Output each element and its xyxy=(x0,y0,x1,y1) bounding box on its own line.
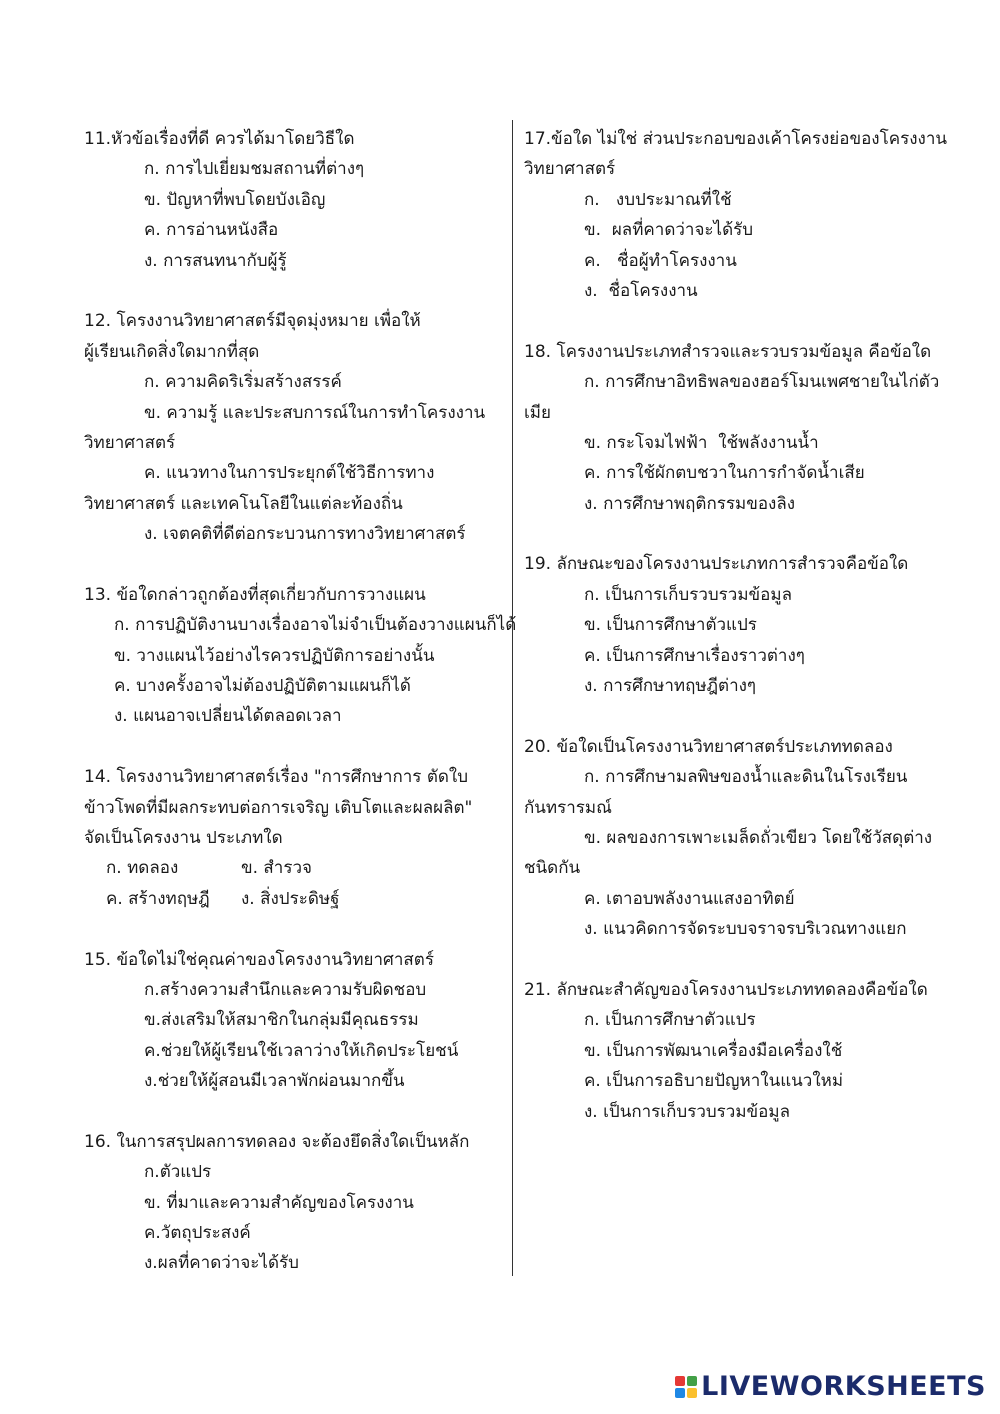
choice-b[interactable]: ข. เป็นการศึกษาตัวแปร xyxy=(584,615,757,636)
choice-d[interactable]: ง.ผลที่คาดว่าจะได้รับ xyxy=(144,1253,299,1274)
question-text: 16. ในการสรุปผลการทดลอง จะต้องยึดสิ่งใดเป็นหลัก xyxy=(84,1131,470,1152)
choice-b[interactable]: ข. ที่มาและความสำคัญของโครงงาน xyxy=(144,1192,414,1213)
question-12 xyxy=(84,306,504,549)
choice-b[interactable]: ข. ผลของการเพาะเมล็ดถั่วเขียว โดยใช้วัสดุต่าง xyxy=(584,827,933,848)
question-21 xyxy=(524,975,944,1127)
choice-d[interactable]: ง. สิ่งประดิษฐ์ xyxy=(241,888,340,909)
choice-c[interactable]: ค. บางครั้งอาจไม่ต้องปฏิบัติตามแผนก็ได้ xyxy=(114,676,411,697)
logo-square-red xyxy=(675,1376,685,1386)
logo-square-blue xyxy=(675,1388,685,1398)
question-text: 21. ลักษณะสำคัญของโครงงานประเภททดลองคือข้อใด xyxy=(524,979,928,1000)
right-column xyxy=(524,124,947,1127)
brand-name: LIVEWORKSHEETS xyxy=(701,1371,986,1402)
choice-a[interactable]: ก.สร้างความสำนึกและความรับผิดชอบ xyxy=(144,979,427,1000)
column-divider xyxy=(512,120,513,1276)
choice-d[interactable]: ง. ชื่อโครงงาน xyxy=(584,280,698,301)
question-19 xyxy=(524,549,944,701)
question-11 xyxy=(84,124,504,276)
question-text: 18. โครงงานประเภทสำรวจและรวบรวมข้อมูล คือข้อใด xyxy=(524,341,932,362)
choice-d[interactable]: ง. แผนอาจเปลี่ยนได้ตลอดเวลา xyxy=(114,706,342,727)
choice-c[interactable]: ค. การใช้ผักตบชวาในการกำจัดน้ำเสีย xyxy=(584,463,865,484)
choice-c[interactable]: ค. เป็นการอธิบายปัญหาในแนวใหม่ xyxy=(584,1071,844,1092)
choice-a[interactable]: ก. การไปเยี่ยมชมสถานที่ต่างๆ xyxy=(144,159,365,180)
choice-d[interactable]: ง. การศึกษาพฤติกรรมของลิง xyxy=(584,493,796,514)
choice-b[interactable]: ข. ความรู้ และประสบการณ์ในการทำโครงงาน xyxy=(144,402,486,423)
question-text: 14. โครงงานวิทยาศาสตร์เรื่อง "การศึกษาการ ตัดใบ xyxy=(84,767,469,788)
question-14 xyxy=(84,762,504,914)
choice-c[interactable]: ค. เป็นการศึกษาเรื่องราวต่างๆ xyxy=(584,645,805,666)
choice-b[interactable]: ข. สำรวจ xyxy=(241,858,312,879)
choice-b[interactable]: ข. ปัญหาที่พบโดยบังเอิญ xyxy=(144,189,326,210)
choice-a[interactable]: ก. งบประมาณที่ใช้ xyxy=(584,189,732,210)
question-20 xyxy=(524,732,944,945)
choice-a[interactable]: ก. ทดลอง xyxy=(106,858,179,879)
question-18 xyxy=(524,337,944,519)
choice-c[interactable]: ค. เตาอบพลังงานแสงอาทิตย์ xyxy=(584,888,795,909)
question-13 xyxy=(84,580,517,732)
question-text: 12. โครงงานวิทยาศาสตร์มีจุดมุ่งหมาย เพื่อให้ xyxy=(84,311,421,332)
choice-d[interactable]: ง. เจตคติที่ดีต่อกระบวนการทางวิทยาศาสตร์ xyxy=(144,524,466,545)
choice-a[interactable]: ก. เป็นการเก็บรวบรวมข้อมูล xyxy=(584,584,792,605)
logo-square-yellow xyxy=(687,1388,697,1398)
question-text: 15. ข้อใดไม่ใช่คุณค่าของโครงงานวิทยาศาสตร์ xyxy=(84,949,434,970)
question-15 xyxy=(84,945,504,1097)
choice-b[interactable]: ข. วางแผนไว้อย่างไรควรปฏิบัติการอย่างนั้น xyxy=(114,645,435,666)
choice-c[interactable]: ค.ช่วยให้ผู้เรียนใช้เวลาว่างให้เกิดประโยชน์ xyxy=(144,1040,459,1061)
logo-mark-icon xyxy=(675,1376,697,1398)
choice-b[interactable]: ข. กระโจมไฟฟ้า ใช้พลังงานน้ำ xyxy=(584,432,819,453)
choice-a[interactable]: ก. ความคิดริเริ่มสร้างสรรค์ xyxy=(144,372,342,393)
choice-a[interactable]: ก. การศึกษามลพิษของน้ำและดินในโรงเรียน xyxy=(584,767,908,788)
choice-d[interactable]: ง. แนวคิดการจัดระบบจราจรบริเวณทางแยก xyxy=(584,919,907,940)
left-column xyxy=(84,124,517,1279)
liveworksheets-logo xyxy=(675,1371,986,1402)
choice-c[interactable]: ค. สร้างทฤษฎี xyxy=(106,888,210,909)
choice-c[interactable]: ค. แนวทางในการประยุกต์ใช้วิธีการทาง xyxy=(144,463,435,484)
choice-d[interactable]: ง. การสนทนากับผู้รู้ xyxy=(144,250,287,271)
choice-a-cont[interactable]: เมีย xyxy=(524,402,551,423)
choice-a[interactable]: ก. เป็นการศึกษาตัวแปร xyxy=(584,1010,756,1031)
question-16 xyxy=(84,1127,504,1279)
question-text: 17.ข้อใด ไม่ใช่ ส่วนประกอบของเค้าโครงย่อของโครงงาน xyxy=(524,129,947,149)
question-text: 13. ข้อใดกล่าวถูกต้องที่สุดเกี่ยวกับการวางแผน xyxy=(84,584,426,605)
choice-d[interactable]: ง.ช่วยให้ผู้สอนมีเวลาพักผ่อนมากขึ้น xyxy=(144,1071,405,1092)
question-text: 19. ลักษณะของโครงงานประเภทการสำรวจคือข้อใด xyxy=(524,554,909,575)
choice-c[interactable]: ค. ชื่อผู้ทำโครงงาน xyxy=(584,250,737,271)
question-text-cont: ผู้เรียนเกิดสิ่งใดมากที่สุด xyxy=(84,341,260,362)
choice-b[interactable]: ข.ส่งเสริมให้สมาชิกในกลุ่มมีคุณธรรม xyxy=(144,1010,419,1031)
choice-d[interactable]: ง. การศึกษาทฤษฎีต่างๆ xyxy=(584,676,757,697)
choice-b-cont[interactable]: ชนิดกัน xyxy=(524,858,581,879)
choice-c[interactable]: ค.วัตถุประสงค์ xyxy=(144,1223,251,1244)
choice-a-cont[interactable]: กันทรารมณ์ xyxy=(524,797,612,818)
logo-square-green xyxy=(687,1376,697,1386)
choice-a[interactable]: ก. การศึกษาอิทธิพลของฮอร์โมนเพศชายในไก่ตัว xyxy=(584,372,940,393)
question-17 xyxy=(524,124,947,306)
choice-a[interactable]: ก.ตัวแปร xyxy=(144,1162,212,1183)
question-text-cont: จัดเป็นโครงงาน ประเภทใด xyxy=(84,827,283,848)
question-text-cont: ข้าวโพดที่มีผลกระทบต่อการเจริญ เติบโตและผลผลิต" xyxy=(84,797,473,818)
choice-d[interactable]: ง. เป็นการเก็บรวบรวมข้อมูล xyxy=(584,1101,791,1122)
question-text: 11.หัวข้อเรื่องที่ดี ควรได้มาโดยวิธีใด xyxy=(84,129,355,149)
choice-c-cont[interactable]: วิทยาศาสตร์ และเทคโนโลยีในแต่ละท้องถิ่น xyxy=(84,493,403,514)
choice-b-cont[interactable]: วิทยาศาสตร์ xyxy=(84,432,176,453)
choice-b[interactable]: ข. ผลที่คาดว่าจะได้รับ xyxy=(584,220,754,241)
question-text: 20. ข้อใดเป็นโครงงานวิทยาศาสตร์ประเภททดลอง xyxy=(524,736,893,757)
choice-b[interactable]: ข. เป็นการพัฒนาเครื่องมือเครื่องใช้ xyxy=(584,1040,843,1061)
choice-c[interactable]: ค. การอ่านหนังสือ xyxy=(144,220,279,241)
choice-a[interactable]: ก. การปฏิบัติงานบางเรื่องอาจไม่จำเป็นต้องวางแผนก็ได้ xyxy=(114,615,517,636)
question-text-cont: วิทยาศาสตร์ xyxy=(524,159,616,180)
